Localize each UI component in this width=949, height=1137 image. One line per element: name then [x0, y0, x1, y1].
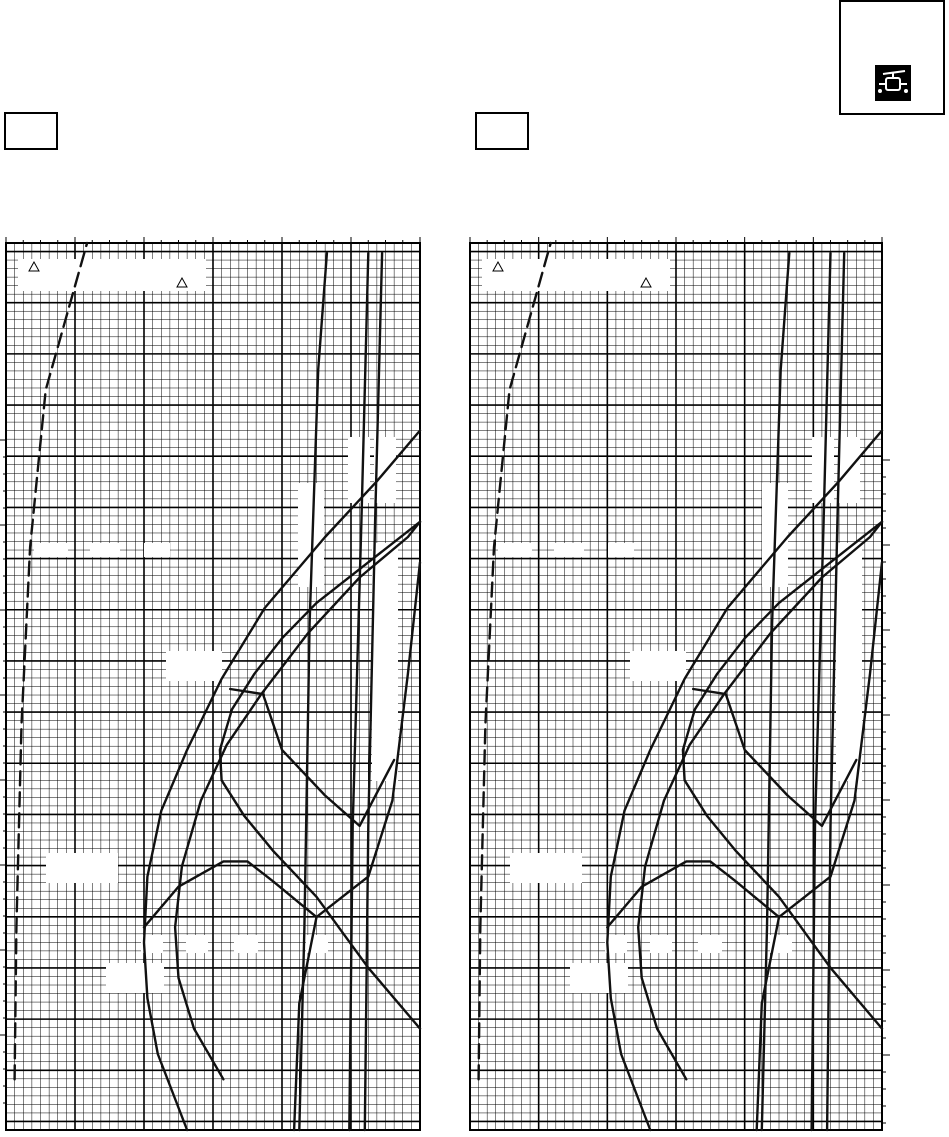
series-line-1	[299, 253, 327, 1130]
label-mask	[570, 963, 628, 993]
label-mask	[144, 543, 170, 557]
label-mask	[186, 935, 208, 953]
label-mask	[234, 935, 258, 953]
label-mask	[812, 437, 834, 503]
label-mask	[106, 963, 164, 993]
label-mask	[498, 543, 532, 557]
label-mask	[836, 543, 862, 781]
label-mask	[630, 651, 686, 681]
series-line-1	[762, 253, 790, 1130]
label-mask	[510, 853, 582, 883]
label-mask	[34, 543, 68, 557]
label-mask	[46, 853, 118, 883]
label-mask	[372, 543, 398, 781]
label-mask	[650, 935, 672, 953]
label-mask	[698, 935, 722, 953]
label-mask	[90, 543, 120, 557]
label-mask	[608, 543, 634, 557]
label-mask	[166, 651, 222, 681]
label-mask	[554, 543, 584, 557]
